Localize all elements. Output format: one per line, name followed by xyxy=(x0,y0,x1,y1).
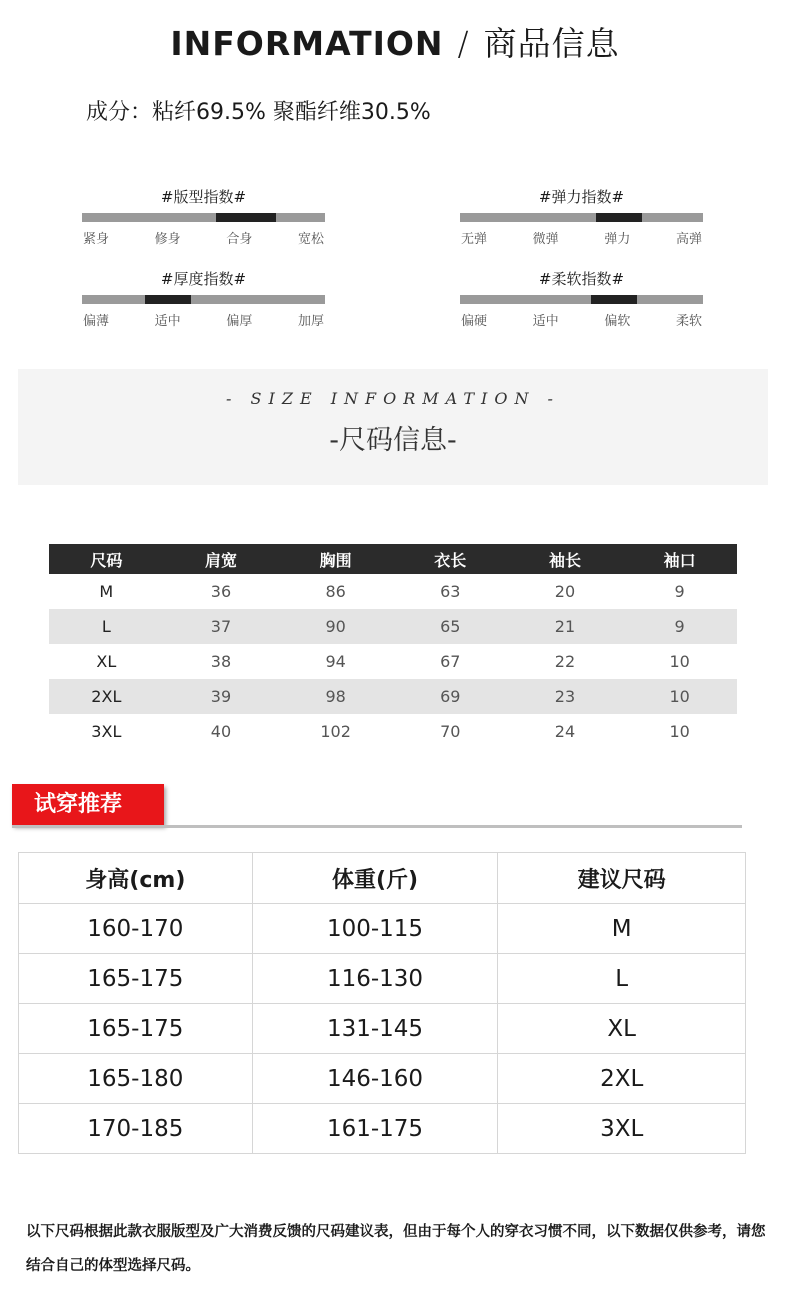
size-info-en: - SIZE INFORMATION - xyxy=(226,389,560,408)
size-info-cn: -尺码信息- xyxy=(329,425,457,456)
index-tick: 偏薄 xyxy=(83,314,110,329)
tryon-label: 试穿推荐 xyxy=(12,784,164,825)
table-cell: 86 xyxy=(325,582,346,601)
index-bar xyxy=(460,213,703,222)
table-cell: 24 xyxy=(554,722,576,741)
table-cell: 23 xyxy=(508,679,623,714)
table-cell: 90 xyxy=(278,609,393,644)
column-header: 袖长 xyxy=(508,544,623,574)
table-row xyxy=(49,574,737,609)
table-cell: 36 xyxy=(210,582,232,601)
table-cell: 40 xyxy=(210,722,232,741)
index-bar xyxy=(82,213,325,222)
column-header: 袖口 xyxy=(622,544,737,574)
table-cell: 170-185 xyxy=(19,1104,253,1154)
index-title: #版型指数# xyxy=(160,188,247,206)
table-cell: 63 xyxy=(440,582,461,601)
table-cell: 116-130 xyxy=(252,954,498,1004)
table-cell: 20 xyxy=(554,582,576,601)
table-cell: 3XL xyxy=(498,1104,746,1154)
table-cell: 161-175 xyxy=(252,1104,498,1154)
table-row xyxy=(19,1004,746,1054)
table-cell: 131-145 xyxy=(252,1004,498,1054)
size-note: 以下尺码根据此款衣服版型及广大消费反馈的尺码建议表，但由于每个人的穿衣习惯不同，以下数据仅供参考，请您结合自己的体型选择尺码。 xyxy=(26,1224,766,1274)
table-cell: 10 xyxy=(622,679,737,714)
table-cell: 2XL xyxy=(49,679,164,714)
title-en: INFORMATION xyxy=(170,24,444,63)
index-title: #厚度指数# xyxy=(160,270,247,288)
elasticity-index xyxy=(460,186,703,247)
table-row xyxy=(49,644,737,679)
table-row xyxy=(19,1054,746,1104)
table-cell: 67 xyxy=(440,652,461,671)
table-cell: 165-175 xyxy=(19,954,253,1004)
table-cell: L xyxy=(498,954,746,1004)
index-tick: 偏软 xyxy=(604,314,631,329)
table-cell: M xyxy=(498,904,746,954)
title-cn: 商品信息 xyxy=(483,24,620,63)
index-title: #柔软指数# xyxy=(538,270,625,288)
table-row xyxy=(19,904,746,954)
index-tick: 修身 xyxy=(154,232,181,247)
table-cell: 37 xyxy=(164,609,279,644)
table-cell: 70 xyxy=(440,722,461,741)
table-cell: 39 xyxy=(164,679,279,714)
index-tick: 合身 xyxy=(226,232,253,247)
column-header: 尺码 xyxy=(49,544,164,574)
index-tick: 偏硬 xyxy=(461,314,488,329)
index-tick: 紧身 xyxy=(83,232,110,247)
table-cell: 22 xyxy=(554,652,576,671)
table-row xyxy=(49,609,737,644)
index-tick: 加厚 xyxy=(297,314,324,329)
index-indicator xyxy=(596,213,642,222)
table-cell: 146-160 xyxy=(252,1054,498,1104)
table-cell: 165-180 xyxy=(19,1054,253,1104)
index-bar xyxy=(460,295,703,304)
fit-index xyxy=(82,186,325,247)
table-row xyxy=(19,1104,746,1154)
table-cell: 10 xyxy=(669,722,690,741)
table-cell: 69 xyxy=(393,679,508,714)
table-cell: 102 xyxy=(320,722,351,741)
column-header: 肩宽 xyxy=(164,544,279,574)
table-cell: 165-175 xyxy=(19,1004,253,1054)
index-tick: 弹力 xyxy=(604,232,631,247)
table-cell: L xyxy=(49,609,164,644)
composition-text: 成分：粘纤69.5% 聚酯纤维30.5% xyxy=(86,100,431,125)
table-row xyxy=(49,679,737,714)
index-tick: 高弹 xyxy=(675,232,702,247)
thickness-index xyxy=(82,268,325,329)
recommend-table xyxy=(18,852,746,1154)
index-tick: 无弹 xyxy=(461,232,488,247)
index-tick: 柔软 xyxy=(675,314,702,329)
table-cell: M xyxy=(99,582,114,601)
table-cell: 2XL xyxy=(498,1054,746,1104)
index-tick: 宽松 xyxy=(297,232,324,247)
tryon-divider xyxy=(12,825,742,828)
table-row xyxy=(49,714,737,749)
table-cell: 3XL xyxy=(91,722,122,741)
size-info-banner xyxy=(18,369,768,485)
column-header: 建议尺码 xyxy=(498,853,746,904)
column-header: 胸围 xyxy=(278,544,393,574)
table-cell: 160-170 xyxy=(19,904,253,954)
index-tick: 微弹 xyxy=(532,232,559,247)
table-cell: 100-115 xyxy=(252,904,498,954)
table-cell: 94 xyxy=(325,652,346,671)
index-bar xyxy=(82,295,325,304)
column-header: 衣长 xyxy=(393,544,508,574)
index-indicator xyxy=(216,213,277,222)
column-header: 身高(cm) xyxy=(19,853,253,904)
index-indicator xyxy=(591,295,637,304)
index-tick: 适中 xyxy=(532,314,559,329)
table-cell: 65 xyxy=(393,609,508,644)
index-tick: 偏厚 xyxy=(226,314,253,329)
table-cell: 10 xyxy=(669,652,690,671)
softness-index xyxy=(460,268,703,329)
title-separator: / xyxy=(457,24,470,63)
index-indicator xyxy=(145,295,191,304)
table-row xyxy=(19,954,746,1004)
column-header: 体重(斤) xyxy=(252,853,498,904)
table-cell: 21 xyxy=(508,609,623,644)
table-cell: 98 xyxy=(278,679,393,714)
size-table-header xyxy=(49,544,737,574)
size-table xyxy=(49,544,737,749)
page-header xyxy=(0,18,790,65)
table-cell: 9 xyxy=(622,609,737,644)
index-title: #弹力指数# xyxy=(538,188,625,206)
table-cell: XL xyxy=(96,652,117,671)
table-cell: 38 xyxy=(210,652,232,671)
recommend-table-header xyxy=(19,853,746,904)
table-cell: XL xyxy=(498,1004,746,1054)
table-cell: 9 xyxy=(674,582,685,601)
index-tick: 适中 xyxy=(154,314,181,329)
